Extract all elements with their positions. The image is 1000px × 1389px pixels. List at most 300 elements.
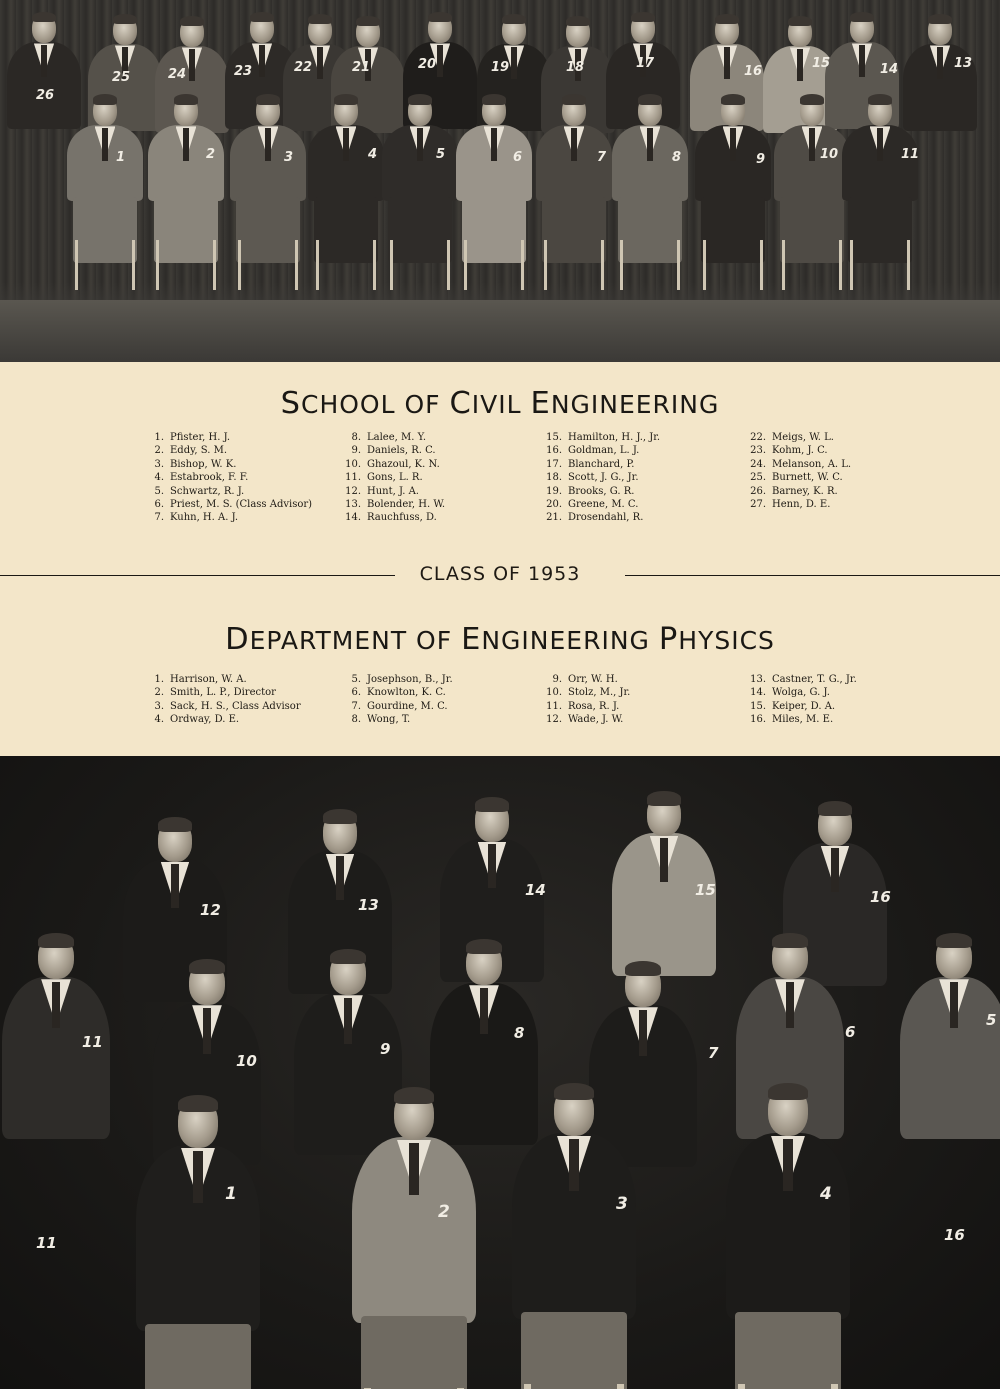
name-entry <box>140 485 312 498</box>
name-column <box>140 673 301 727</box>
class-divider <box>0 563 1000 587</box>
hair <box>562 94 587 104</box>
necktie <box>786 982 794 1028</box>
person-number-label: 6 <box>513 150 523 165</box>
chair-leg <box>213 240 217 289</box>
name-entry <box>337 498 445 511</box>
necktie <box>344 998 352 1044</box>
chair-leg <box>677 240 681 289</box>
person-number-label: 14 <box>525 881 546 899</box>
entry-name: Ghazoul, K. N. <box>367 458 440 470</box>
person-number-label: 1 <box>116 150 126 165</box>
entry-name: Pfister, H. J. <box>170 432 230 443</box>
necktie <box>724 47 730 78</box>
heading-initial: S <box>280 386 301 421</box>
entry-number: 1. <box>154 674 164 685</box>
person-number-label: 25 <box>112 70 131 85</box>
name-entry <box>337 471 445 484</box>
necktie <box>336 856 344 900</box>
hair <box>334 94 359 104</box>
entry-number: 13. <box>345 499 361 511</box>
hair <box>250 12 274 22</box>
entry-name: Daniels, R. C. <box>367 445 436 457</box>
heading-initial: C <box>449 386 472 421</box>
name-entry <box>742 444 851 457</box>
entry-number: 23. <box>750 445 766 457</box>
necktie <box>937 47 943 78</box>
person-number-label: 7 <box>597 150 607 165</box>
hair <box>466 939 501 954</box>
entry-number: 12. <box>546 714 562 726</box>
person-number-label: 14 <box>880 62 899 77</box>
person-number-label: 8 <box>514 1024 525 1042</box>
entry-name: Knowlton, K. C. <box>367 687 446 699</box>
chair-leg <box>617 1384 623 1389</box>
person-number-label: 18 <box>566 60 585 75</box>
chair-leg <box>132 240 136 289</box>
name-column <box>742 431 851 511</box>
necktie <box>193 1151 202 1204</box>
entry-name: Keiper, D. A. <box>772 700 836 712</box>
name-column <box>538 673 630 727</box>
name-entry <box>742 686 857 699</box>
name-entry <box>742 485 851 498</box>
hair <box>394 1087 434 1104</box>
hair <box>408 94 433 104</box>
name-entry <box>538 498 660 511</box>
person-number-label: 11 <box>901 147 920 162</box>
hair <box>502 14 526 24</box>
name-entry <box>337 458 445 471</box>
entry-name: Ordway, D. E. <box>170 714 240 726</box>
necktie <box>831 848 839 892</box>
necktie <box>859 45 865 76</box>
trousers <box>361 1316 466 1389</box>
necktie <box>189 49 195 80</box>
entry-number: 10. <box>546 687 562 699</box>
entry-name: Sack, H. S., Class Advisor <box>170 700 301 712</box>
necktie <box>783 1139 792 1192</box>
name-entry <box>337 444 445 457</box>
entry-name: Kohm, J. C. <box>772 445 828 457</box>
chair-leg <box>75 240 79 289</box>
entry-name: Hunt, J. A. <box>367 485 419 497</box>
person-number-label: 10 <box>236 1052 257 1070</box>
hair <box>800 94 825 104</box>
person-number-label: 13 <box>954 56 973 71</box>
name-entry <box>337 686 453 699</box>
entry-name: Henn, D. E. <box>772 499 831 511</box>
trousers <box>521 1312 626 1389</box>
trousers <box>154 197 219 264</box>
hair <box>772 933 807 948</box>
entry-number: 8. <box>351 432 361 443</box>
entry-number: 17. <box>546 458 562 470</box>
person-number-label: 12 <box>200 901 221 919</box>
civil-engineering-group-photo <box>0 0 1000 362</box>
hair <box>818 801 852 815</box>
person-number-label: 22 <box>294 60 313 75</box>
trousers <box>735 1312 840 1389</box>
hair <box>428 12 452 22</box>
trousers <box>236 197 301 264</box>
entry-number: 2. <box>154 687 164 699</box>
entry-number: 18. <box>546 472 562 484</box>
name-column <box>140 431 312 525</box>
entry-name: Brooks, G. R. <box>568 485 635 497</box>
entry-name: Wolga, G. J. <box>772 687 830 699</box>
engineering-physics-name-list <box>0 673 1000 733</box>
entry-name: Barney, K. R. <box>772 485 838 497</box>
hair <box>180 16 204 26</box>
necktie <box>647 128 653 160</box>
hair <box>788 16 812 26</box>
necktie <box>480 988 488 1034</box>
person-number-label: 16 <box>744 64 763 79</box>
necktie <box>52 982 60 1028</box>
necktie <box>491 128 497 160</box>
hair <box>38 933 73 948</box>
chair-leg <box>760 240 764 289</box>
hair <box>936 933 971 948</box>
person-number-label: 19 <box>491 60 510 75</box>
entry-number: 27. <box>750 499 766 511</box>
entry-number: 10. <box>345 458 361 470</box>
heading-text: NGINEERING <box>550 390 720 419</box>
entry-number: 4. <box>154 472 164 484</box>
entry-name: Kuhn, H. A. J. <box>170 512 238 524</box>
entry-number: 16. <box>546 445 562 457</box>
civil-engineering-heading <box>0 386 1000 421</box>
engineering-physics-heading <box>0 622 1000 657</box>
chair-leg <box>373 240 377 289</box>
name-entry <box>337 431 445 444</box>
entry-name: Orr, W. H. <box>568 674 618 685</box>
name-entry <box>538 431 660 444</box>
entry-name: Rosa, R. J. <box>568 700 620 712</box>
chair-leg <box>831 1384 837 1389</box>
necktie <box>417 128 423 160</box>
necktie <box>41 45 47 76</box>
entry-number: 12. <box>345 485 361 497</box>
necktie <box>660 838 668 882</box>
name-entry <box>538 444 660 457</box>
entry-number: 16. <box>750 714 766 726</box>
person-number-label: 21 <box>352 60 371 75</box>
chair-leg <box>295 240 299 289</box>
entry-number: 3. <box>154 458 164 470</box>
necktie <box>809 128 815 160</box>
entry-number: 13. <box>750 674 766 685</box>
entry-name: Bolender, H. W. <box>367 499 446 511</box>
hair <box>928 14 952 24</box>
chair-leg <box>850 240 854 289</box>
entry-number: 8. <box>351 714 361 726</box>
entry-name: Hamilton, H. J., Jr. <box>568 432 661 443</box>
hair <box>768 1083 808 1100</box>
person-number-label: 9 <box>380 1040 391 1058</box>
name-entry <box>140 686 301 699</box>
person-number-label: 3 <box>284 150 294 165</box>
person-number-label: 24 <box>168 67 187 82</box>
name-column <box>742 673 857 727</box>
chair-leg <box>390 240 394 289</box>
entry-number: 4. <box>154 714 164 726</box>
chair-leg <box>238 240 242 289</box>
entry-number: 14. <box>750 687 766 699</box>
entry-name: Bishop, W. K. <box>170 458 237 470</box>
chair-leg <box>447 240 451 289</box>
hair <box>330 949 365 964</box>
heading-initial: E <box>461 622 482 657</box>
person-number-label: 16 <box>870 888 891 906</box>
person-number-label: 11 <box>36 1234 57 1252</box>
name-entry <box>140 673 301 686</box>
necktie <box>730 128 736 160</box>
hair <box>566 16 590 26</box>
heading-text: NGINEERING <box>481 626 659 655</box>
necktie <box>571 128 577 160</box>
name-entry <box>140 471 312 484</box>
entry-number: 26. <box>750 485 766 497</box>
chair-leg <box>703 240 707 289</box>
person-number-label: 4 <box>820 1184 832 1204</box>
hair <box>356 16 380 26</box>
name-entry <box>538 713 630 726</box>
entry-number: 9. <box>552 674 562 685</box>
hair <box>868 94 893 104</box>
trousers <box>73 197 138 264</box>
heading-text: EPARTMENT OF <box>249 626 462 655</box>
entry-name: Schwartz, R. J. <box>170 485 245 497</box>
necktie <box>877 128 883 160</box>
engineering-physics-group-photo <box>0 756 1000 1389</box>
necktie <box>437 45 443 76</box>
entry-name: Burnett, W. C. <box>772 472 843 484</box>
entry-number: 22. <box>750 432 766 443</box>
hair <box>715 14 739 24</box>
entry-number: 1. <box>154 432 164 443</box>
chair-leg <box>544 240 548 289</box>
entry-number: 5. <box>154 485 164 497</box>
person-number-label: 16 <box>944 1226 965 1244</box>
name-entry <box>140 431 312 444</box>
name-entry <box>742 471 851 484</box>
person-number-label: 2 <box>206 147 216 162</box>
person-number-label: 4 <box>368 147 378 162</box>
entry-number: 7. <box>154 512 164 524</box>
trousers <box>145 1324 250 1389</box>
name-entry <box>742 458 851 471</box>
hair <box>174 94 199 104</box>
necktie <box>797 49 803 80</box>
person-number-label: 6 <box>845 1023 856 1041</box>
entry-name: Greene, M. C. <box>568 499 639 511</box>
necktie <box>102 128 108 160</box>
entry-number: 11. <box>345 472 361 484</box>
civil-engineering-name-list <box>0 431 1000 531</box>
person-number-label: 26 <box>36 88 55 103</box>
entry-name: Stolz, M., Jr. <box>568 687 631 699</box>
name-entry <box>538 471 660 484</box>
entry-number: 3. <box>154 700 164 712</box>
entry-name: Smith, L. P., Director <box>170 687 276 699</box>
name-column <box>337 673 453 727</box>
heading-text: CHOOL OF <box>301 390 450 419</box>
class-label: CLASS OF 1953 <box>410 563 591 585</box>
name-entry <box>538 485 660 498</box>
person-number-label: 3 <box>616 1194 628 1214</box>
trousers <box>848 197 913 264</box>
entry-name: Blanchard, P. <box>568 458 635 470</box>
chair-leg <box>839 240 843 289</box>
entry-number: 20. <box>546 499 562 511</box>
person-number-label: 10 <box>820 147 839 162</box>
chair-leg <box>316 240 320 289</box>
hair <box>178 1095 218 1112</box>
name-entry <box>140 700 301 713</box>
hair <box>256 94 281 104</box>
trousers <box>314 197 379 264</box>
name-entry <box>742 713 857 726</box>
necktie <box>259 45 265 76</box>
necktie <box>488 844 496 888</box>
name-entry <box>337 511 445 524</box>
hair <box>308 14 332 24</box>
name-entry <box>337 700 453 713</box>
hair <box>189 959 224 974</box>
name-entry <box>538 458 660 471</box>
entry-name: Lalee, M. Y. <box>367 432 427 443</box>
necktie <box>171 864 179 908</box>
name-entry <box>337 713 453 726</box>
person-number-label: 1 <box>225 1184 237 1204</box>
entry-number: 15. <box>546 432 562 443</box>
entry-name: Eddy, S. M. <box>170 445 228 457</box>
heading-initial: E <box>530 386 551 421</box>
entry-name: Josephson, B., Jr. <box>367 674 453 685</box>
person-number-label: 17 <box>636 56 655 71</box>
entry-number: 5. <box>351 674 361 685</box>
hair <box>647 791 681 805</box>
entry-number: 9. <box>351 445 361 457</box>
name-column <box>337 431 445 525</box>
chair-leg <box>782 240 786 289</box>
necktie <box>343 128 349 160</box>
trousers <box>388 197 453 264</box>
hair <box>93 94 118 104</box>
entry-name: Castner, T. G., Jr. <box>772 674 857 685</box>
floor <box>0 300 1000 362</box>
name-entry <box>538 686 630 699</box>
person-number-label: 23 <box>234 64 253 79</box>
entry-number: 6. <box>154 499 164 511</box>
name-entry <box>140 458 312 471</box>
chair-leg <box>521 240 525 289</box>
hair <box>475 797 509 811</box>
trousers <box>542 197 607 264</box>
person-number-label: 15 <box>695 881 716 899</box>
name-entry <box>742 498 851 511</box>
entry-name: Miles, M. E. <box>772 714 834 726</box>
entry-name: Wong, T. <box>367 714 411 726</box>
entry-name: Scott, J. G., Jr. <box>568 472 639 484</box>
trousers <box>701 197 766 264</box>
name-entry <box>538 700 630 713</box>
entry-name: Gourdine, M. C. <box>367 700 448 712</box>
name-entry <box>140 511 312 524</box>
entry-number: 11. <box>546 700 562 712</box>
trousers <box>462 197 527 264</box>
hair <box>625 961 660 976</box>
entry-number: 24. <box>750 458 766 470</box>
person-number-label: 9 <box>756 152 766 167</box>
entry-number: 19. <box>546 485 562 497</box>
person-number-label: 7 <box>708 1044 719 1062</box>
trousers <box>618 197 683 264</box>
entry-name: Harrison, W. A. <box>170 674 247 685</box>
entry-name: Goldman, L. J. <box>568 445 640 457</box>
hair <box>32 12 56 22</box>
chair-leg <box>524 1384 530 1389</box>
entry-number: 21. <box>546 512 562 524</box>
name-entry <box>337 673 453 686</box>
necktie <box>639 1010 647 1056</box>
person-number-label: 15 <box>812 56 831 71</box>
necktie <box>317 47 323 78</box>
entry-number: 25. <box>750 472 766 484</box>
name-entry <box>742 700 857 713</box>
chair-leg <box>601 240 605 289</box>
chair-leg <box>620 240 624 289</box>
name-entry <box>742 673 857 686</box>
heading-text: IVIL <box>471 390 531 419</box>
name-entry <box>742 431 851 444</box>
person-number-label: 5 <box>986 1011 997 1029</box>
entry-name: Meigs, W. L. <box>772 432 834 443</box>
name-entry <box>538 673 630 686</box>
hair <box>482 94 507 104</box>
necktie <box>265 128 271 160</box>
hair <box>554 1083 594 1100</box>
person-number-label: 5 <box>436 147 446 162</box>
hair <box>113 14 137 24</box>
name-entry <box>140 713 301 726</box>
name-entry <box>538 511 660 524</box>
hair <box>158 817 192 831</box>
entry-name: Gons, L. R. <box>367 472 423 484</box>
hair <box>721 94 746 104</box>
person-number-label: 20 <box>418 57 437 72</box>
chair-leg <box>464 240 468 289</box>
entry-name: Priest, M. S. (Class Advisor) <box>170 499 313 511</box>
person-number-label: 13 <box>358 896 379 914</box>
name-entry <box>140 444 312 457</box>
heading-initial: P <box>658 622 679 657</box>
name-entry <box>140 498 312 511</box>
name-entry <box>337 485 445 498</box>
necktie <box>203 1008 211 1054</box>
entry-name: Drosendahl, R. <box>568 512 644 524</box>
entry-name: Estabrook, F. F. <box>170 472 249 484</box>
person-number-label: 8 <box>672 150 682 165</box>
necktie <box>950 982 958 1028</box>
entry-number: 6. <box>351 687 361 699</box>
hair <box>850 12 874 22</box>
chair-leg <box>738 1384 744 1389</box>
necktie <box>569 1139 578 1192</box>
heading-initial: D <box>225 622 250 657</box>
